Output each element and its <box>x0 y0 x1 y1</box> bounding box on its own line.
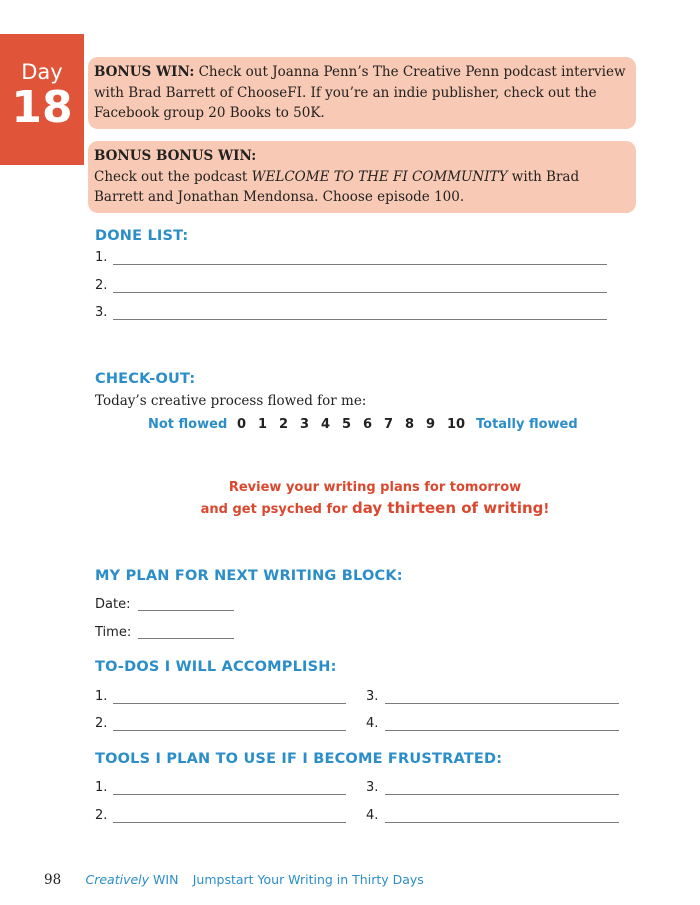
scale-number[interactable]: 10 <box>447 417 466 432</box>
done-list-heading: DONE LIST: <box>95 228 189 244</box>
tools-heading: TOOLS I PLAN TO USE IF I BECOME FRUSTRATED: <box>95 751 503 767</box>
todo-line[interactable] <box>385 703 619 704</box>
done-list-line[interactable] <box>113 292 607 293</box>
scale-low-label: Not flowed <box>148 417 228 432</box>
todo-number: 3. <box>366 689 379 704</box>
todo-line[interactable] <box>113 730 346 731</box>
date-line[interactable] <box>138 610 234 611</box>
bonus-win-box <box>88 57 636 129</box>
scale-number[interactable]: 2 <box>279 417 289 432</box>
review-line-2-pre: and get psyched for <box>200 502 353 517</box>
scale-high-label: Totally flowed <box>476 417 578 432</box>
todo-line[interactable] <box>113 703 346 704</box>
page-number: 98 <box>44 872 62 888</box>
day-label: Day <box>21 60 63 84</box>
scale-number[interactable]: 3 <box>300 417 310 432</box>
scale-number[interactable]: 9 <box>426 417 436 432</box>
date-label: Date: <box>95 597 131 612</box>
scale-number[interactable]: 5 <box>342 417 352 432</box>
review-line-2 <box>0 499 700 517</box>
scale-number[interactable]: 6 <box>363 417 373 432</box>
scale-number[interactable]: 8 <box>405 417 415 432</box>
book-title-rest: WIN <box>149 872 179 887</box>
time-line[interactable] <box>138 638 234 639</box>
done-list-number: 3. <box>95 305 108 320</box>
bonus-win-label: BONUS WIN: <box>94 64 195 80</box>
time-label: Time: <box>95 625 132 640</box>
todos-heading: TO-DOS I WILL ACCOMPLISH: <box>95 659 337 675</box>
todo-line[interactable] <box>385 730 619 731</box>
done-list-line[interactable] <box>113 319 607 320</box>
bonus-win-text: Check out Joanna Penn’s The Creative Penn podcast interview with Brad Barrett of ChooseFI. If you’re an indie publisher, check out the Facebook group 20 Books to 50K. <box>94 64 626 121</box>
done-list-number: 1. <box>95 250 108 265</box>
tools-number: 2. <box>95 808 108 823</box>
tools-number: 3. <box>366 780 379 795</box>
todo-number: 4. <box>366 716 379 731</box>
bonus-bonus-text-post: with Brad Barrett and Jonathan Mendonsa. Choose episode 100. <box>94 168 580 205</box>
scale-number[interactable]: 7 <box>384 417 394 432</box>
check-out-prompt: Today’s creative process flowed for me: <box>95 393 367 409</box>
bonus-bonus-win-box <box>88 141 636 213</box>
tools-line[interactable] <box>113 794 346 795</box>
page-footer <box>44 872 424 888</box>
scale-number[interactable]: 1 <box>258 417 268 432</box>
tools-line[interactable] <box>385 822 619 823</box>
done-list-line[interactable] <box>113 264 607 265</box>
review-line-2-post: ! <box>543 502 550 517</box>
day-number: 18 <box>11 82 73 133</box>
tools-line[interactable] <box>113 822 346 823</box>
done-list-number: 2. <box>95 278 108 293</box>
bonus-bonus-win-label: BONUS BONUS WIN: <box>94 148 257 164</box>
check-out-heading: CHECK-OUT: <box>95 371 196 387</box>
review-line-2-emph: day thirteen of writing <box>352 499 544 517</box>
book-title <box>85 872 178 887</box>
review-line-1: Review your writing plans for tomorrow <box>228 480 522 495</box>
tools-number: 4. <box>366 808 379 823</box>
bonus-bonus-text-pre: Check out the podcast <box>94 168 252 185</box>
tools-number: 1. <box>95 780 108 795</box>
bonus-bonus-text-italic: WELCOME TO THE FI COMMUNITY <box>251 168 508 185</box>
scale-number[interactable]: 4 <box>321 417 331 432</box>
scale-number[interactable]: 0 <box>237 417 247 432</box>
todo-number: 2. <box>95 716 108 731</box>
flow-scale <box>0 417 700 437</box>
book-subtitle: Jumpstart Your Writing in Thirty Days <box>192 872 424 887</box>
tools-line[interactable] <box>385 794 619 795</box>
plan-heading: MY PLAN FOR NEXT WRITING BLOCK: <box>95 568 403 584</box>
todo-number: 1. <box>95 689 108 704</box>
day-tab <box>0 34 84 165</box>
book-title-italic: Creatively <box>85 872 150 887</box>
